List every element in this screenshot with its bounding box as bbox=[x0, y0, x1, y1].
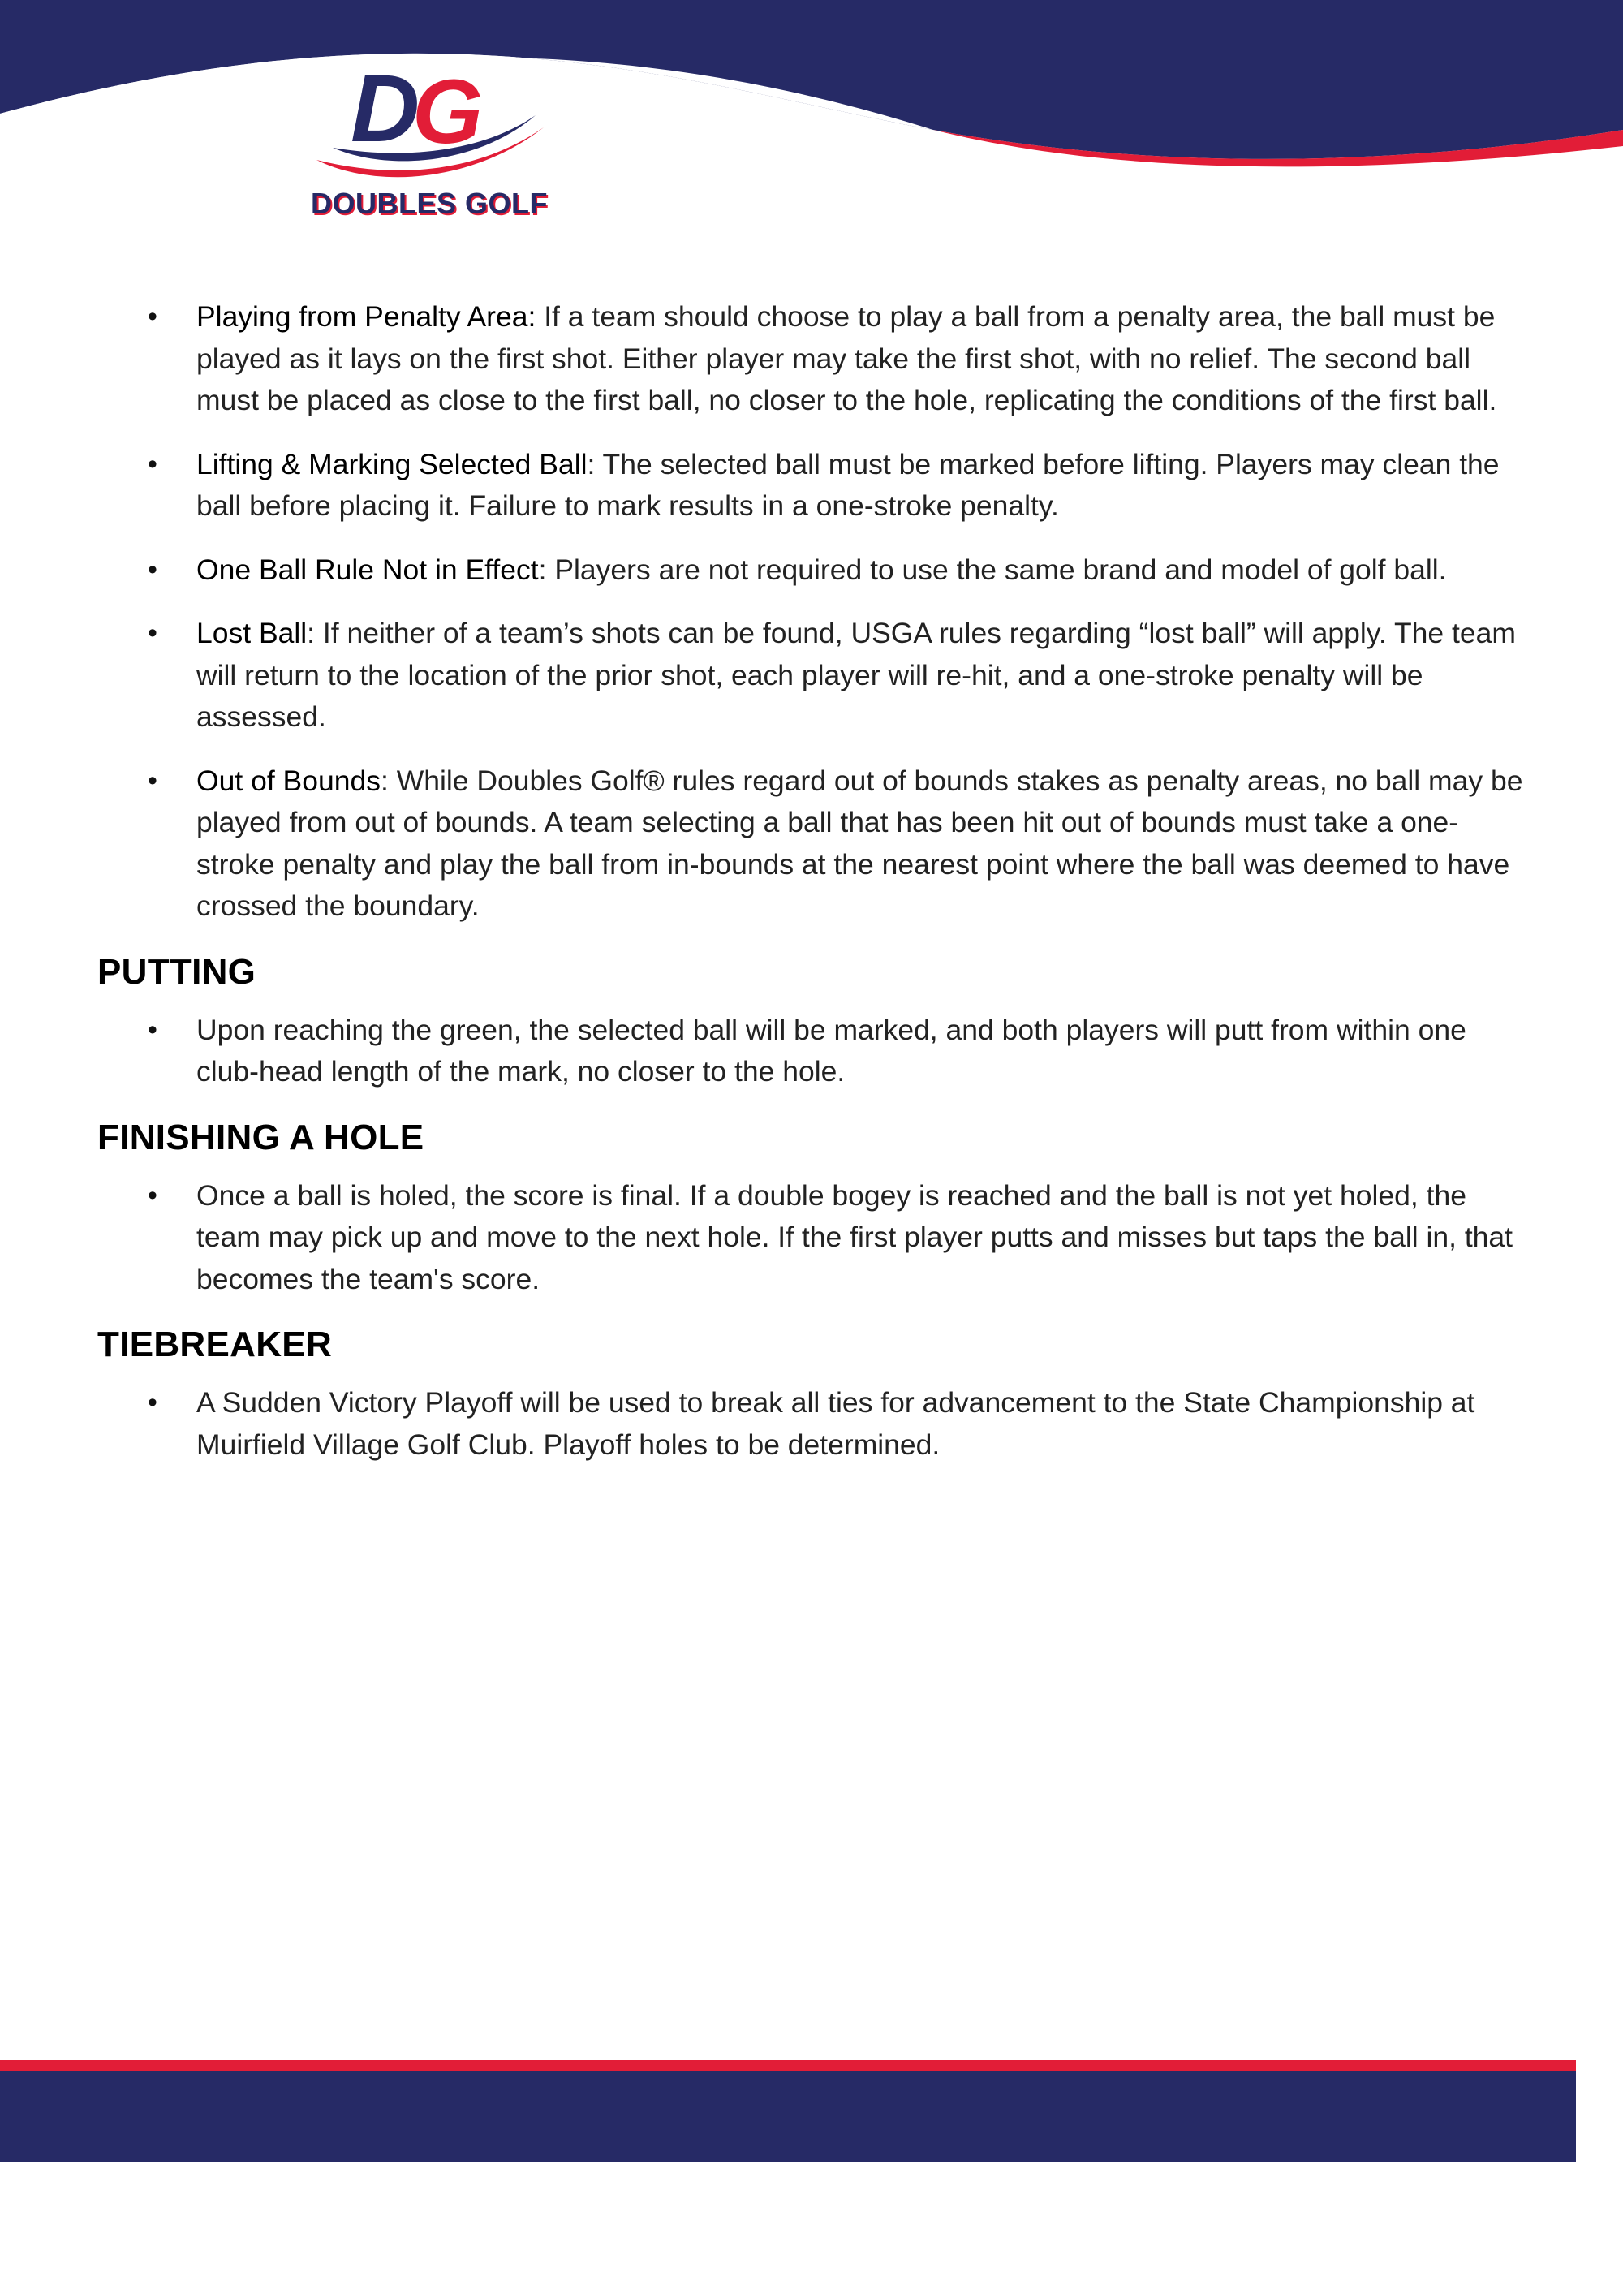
tiebreaker-list bbox=[97, 1382, 1526, 1466]
footer-red-stripe bbox=[0, 2060, 1576, 2071]
section-heading-tiebreaker: TIEBREAKER bbox=[97, 1325, 333, 1364]
list-item bbox=[97, 1382, 1526, 1466]
footer-navy-band bbox=[0, 2071, 1576, 2162]
svg-text:G: G bbox=[412, 61, 484, 162]
rule-title: Playing from Penalty Area: bbox=[196, 300, 536, 333]
rule-title: Lifting & Marking Selected Ball bbox=[196, 447, 588, 480]
bullet-icon: • bbox=[148, 618, 157, 648]
rule-text: A Sudden Victory Playoff will be used to break all ties for advancement to the State Championship at Muirfield Village Golf Club. Playoff holes to be determined. bbox=[196, 1386, 1475, 1461]
section-heading-putting: PUTTING bbox=[97, 951, 256, 992]
bullet-icon: • bbox=[148, 1387, 157, 1418]
list-item bbox=[97, 549, 1526, 592]
bullet-icon: • bbox=[148, 554, 157, 585]
svg-text:D: D bbox=[351, 55, 420, 162]
bullet-icon: • bbox=[148, 448, 157, 480]
rule-text: : While Doubles Golf® rules regard out of bounds stakes as penalty areas, no ball may be played from out of bounds. A team selecting a ball that has been hit out of bounds must take a one-stroke penalty and play the ball from in-bounds at the nearest point where the ball was deemed to have crossed the boundary. bbox=[196, 764, 1523, 922]
rule-title: Out of Bounds bbox=[196, 764, 381, 797]
rule-text: If a team should choose to play a ball from a penalty area, the ball must be played as it lays on the first shot. Either player may take the first shot, with no relief. The second ball must be placed as close to the first ball, no closer to the hole, replicating the conditions of the first ball. bbox=[196, 300, 1497, 416]
list-item bbox=[97, 760, 1526, 928]
header-wave bbox=[0, 0, 1623, 195]
bullet-icon: • bbox=[148, 1014, 157, 1045]
bullet-icon: • bbox=[148, 1179, 157, 1211]
rule-text: Once a ball is holed, the score is final. If a double bogey is reached and the ball is not yet holed, the team may pick up and move to the next hole. If the first player putts and misses but taps the ball in, that becomes the team's score. bbox=[196, 1178, 1513, 1295]
rule-text: Upon reaching the green, the selected ball will be marked, and both players will putt from within one club-head length of the mark, no closer to the hole. bbox=[196, 1013, 1466, 1088]
list-item bbox=[97, 1010, 1526, 1093]
bullet-icon: • bbox=[148, 301, 157, 332]
finishing-list bbox=[97, 1175, 1526, 1301]
bullet-icon: • bbox=[148, 765, 157, 796]
logo-wordmark: DOUBLES GOLF bbox=[311, 187, 548, 220]
rule-text: : Players are not required to use the same brand and model of golf ball. bbox=[538, 553, 1447, 586]
list-item bbox=[97, 296, 1526, 422]
rules-list bbox=[97, 296, 1526, 928]
list-item bbox=[97, 613, 1526, 739]
rule-text: : The selected ball must be marked before lifting. Players may clean the ball before placing it. Failure to mark results in a one-stroke penalty. bbox=[196, 447, 1500, 522]
putting-list bbox=[97, 1010, 1526, 1093]
rule-text: : If neither of a team’s shots can be found, USGA rules regarding “lost ball” will apply. The team will return to the location of the prior shot, each player will re-hit, and a one-stroke penalty will be assessed. bbox=[196, 617, 1516, 733]
list-item bbox=[97, 444, 1526, 528]
rule-title: One Ball Rule Not in Effect bbox=[196, 553, 539, 586]
rule-title: Lost Ball bbox=[196, 617, 308, 649]
section-heading-finishing: FINISHING A HOLE bbox=[97, 1117, 424, 1157]
list-item bbox=[97, 1175, 1526, 1301]
rules-content bbox=[97, 296, 1526, 1488]
